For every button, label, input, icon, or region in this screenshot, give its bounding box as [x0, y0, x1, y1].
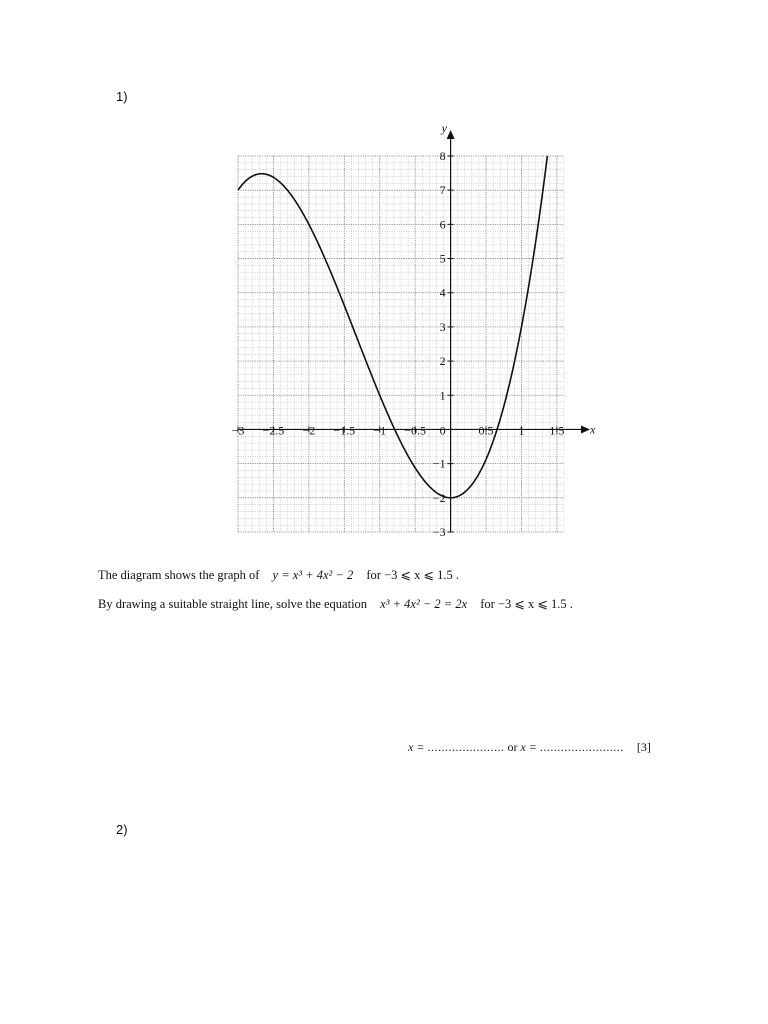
- x-tick-label: 0: [439, 423, 446, 438]
- question-2-number: 2): [116, 822, 128, 837]
- x-tick-label: −3: [231, 423, 245, 438]
- graph-statement: [98, 567, 459, 583]
- y-tick-label: −3: [432, 525, 446, 539]
- answer-blank-2[interactable]: ........................: [539, 740, 624, 754]
- y-axis-label: y: [441, 121, 447, 135]
- instruction-equation: x³ + 4x² − 2 = 2x: [380, 597, 468, 611]
- x-tick-label: 0.5: [478, 423, 494, 438]
- answer-line: [408, 740, 651, 755]
- y-tick-label: 8: [439, 149, 446, 163]
- statement-equation: y = x³ + 4x² − 2: [272, 568, 354, 582]
- cubic-graph: [228, 118, 596, 539]
- x-tick-label: −2.5: [262, 423, 285, 438]
- question-1-number: 1): [116, 89, 128, 104]
- statement-intro: The diagram shows the graph of: [98, 568, 260, 582]
- answer-x1-label: x =: [408, 740, 425, 754]
- x-tick-label: −2: [302, 423, 316, 438]
- y-tick-label: 2: [439, 354, 446, 369]
- answer-x2-label: x =: [520, 740, 537, 754]
- y-tick-label: 6: [439, 217, 446, 232]
- y-tick-label: 1: [439, 388, 446, 403]
- x-tick-label: −0.5: [404, 423, 427, 438]
- instruction-intro: By drawing a suitable straight line, solve the equation: [98, 597, 368, 611]
- y-tick-label: 7: [439, 183, 446, 198]
- x-axis-label: x: [590, 422, 596, 437]
- question-instruction: [98, 596, 573, 612]
- x-axis-arrow: [581, 425, 590, 433]
- x-tick-label: 1.5: [549, 423, 565, 438]
- y-tick-label: 4: [439, 285, 446, 300]
- y-axis-arrow: [447, 130, 455, 139]
- x-tick-label: −1: [373, 423, 387, 438]
- x-tick-label: −1.5: [333, 423, 356, 438]
- y-tick-label: −1: [432, 456, 446, 471]
- y-tick-label: 5: [439, 251, 446, 266]
- y-tick-label: −2: [432, 490, 446, 505]
- x-tick-label: 1: [518, 423, 525, 438]
- statement-domain: for −3 ⩽ x ⩽ 1.5 .: [366, 568, 459, 582]
- answer-blank-1[interactable]: ......................: [427, 740, 505, 754]
- answer-or: or: [507, 740, 518, 754]
- marks-label: [3]: [636, 740, 651, 754]
- instruction-domain: for −3 ⩽ x ⩽ 1.5 .: [480, 597, 573, 611]
- y-tick-label: 3: [439, 319, 446, 334]
